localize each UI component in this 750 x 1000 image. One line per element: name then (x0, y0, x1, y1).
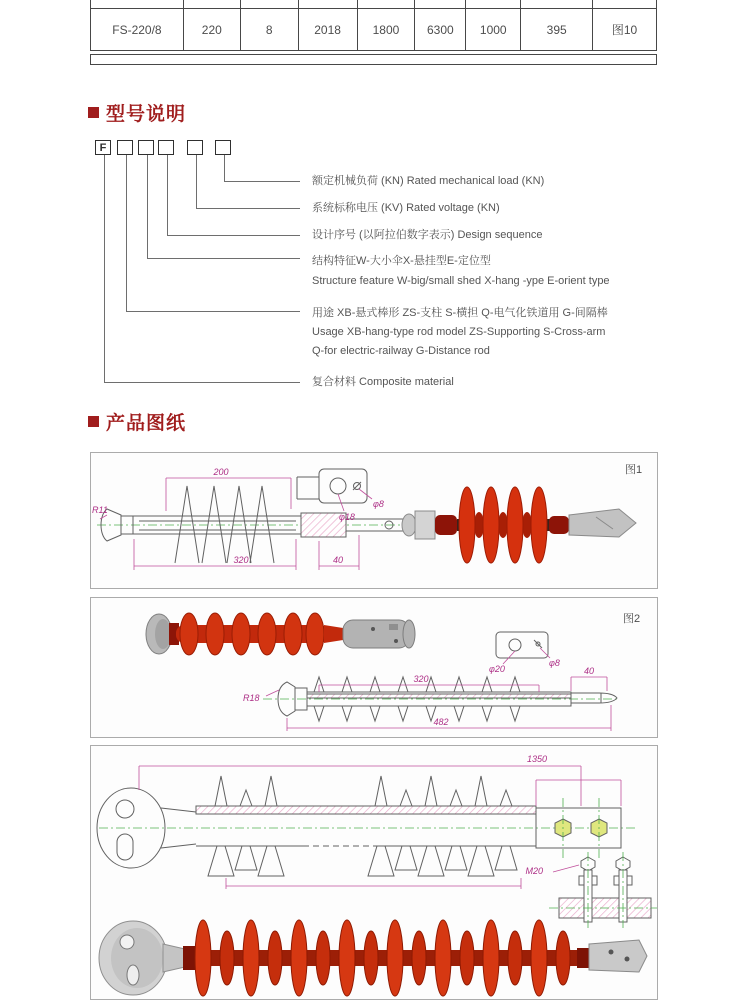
model-code-box (187, 140, 203, 155)
table-cell (184, 0, 241, 9)
dim-label-bottom: 482 (433, 717, 449, 727)
figure-tag: 图1 (625, 464, 643, 476)
spec-table (90, 0, 657, 65)
red-square-bullet-icon (88, 107, 99, 118)
figure-tag: 图2 (623, 613, 641, 625)
technical-drawing (278, 632, 617, 721)
table-cell: 1000 (466, 9, 521, 51)
model-item-label-line: Structure feature W-big/small shed X-hang -ype E-orient type (312, 275, 610, 287)
dim-label-right: 40 (583, 666, 595, 676)
dim-label-radius: R11 (92, 505, 108, 515)
section-title: 型号说明 (106, 104, 187, 125)
connector-line (126, 311, 300, 312)
figure-2-drawing (91, 598, 657, 737)
figure-1-box (90, 452, 658, 589)
figure-2-box (90, 597, 658, 738)
table-cell: 2018 (299, 9, 358, 51)
table-cell (466, 0, 521, 9)
table-cell (299, 0, 358, 9)
figure-3-drawing (91, 746, 657, 999)
table-cell: 8 (241, 9, 299, 51)
red-square-bullet-icon (88, 416, 99, 427)
figure-1-drawing (91, 453, 657, 588)
dim-label-top: 320 (413, 674, 429, 684)
dim-label-bottom: 320 (233, 555, 249, 565)
connector-line (126, 155, 127, 311)
model-code-box (138, 140, 154, 155)
table-cell: 395 (521, 9, 593, 51)
table-row-partial (90, 0, 657, 9)
model-item-label (312, 304, 742, 361)
table-cell (358, 0, 416, 9)
dim-label-hole-small: φ8 (373, 499, 384, 509)
model-item-label-line: Q-for electric-railway G-Distance rod (312, 345, 490, 357)
table-cell (415, 0, 466, 9)
model-code-box (117, 140, 133, 155)
connector-line (224, 155, 225, 181)
connector-line (104, 382, 300, 383)
model-code-box (158, 140, 174, 155)
table-row-empty (90, 54, 657, 65)
model-item-label: 设计序号 (以阿拉伯数字表示) Design sequence (312, 229, 543, 241)
dim-label-hole-big: φ18 (339, 512, 355, 522)
model-item-label-line: Usage XB-hang-type rod model ZS-Supporting S-Cross-arm (312, 326, 606, 338)
section-title: 产品图纸 (106, 413, 187, 434)
model-item-label: 复合材料 Composite material (312, 376, 454, 388)
model-code-diagram (0, 140, 750, 398)
dim-label-top: 200 (213, 467, 229, 477)
model-item-label: 额定机械负荷 (KN) Rated mechanical load (KN) (312, 175, 545, 187)
connector-line (104, 155, 105, 382)
insulator-photo (402, 487, 636, 563)
connector-line (147, 155, 148, 258)
dim-label-radius: R18 (243, 693, 260, 703)
model-item-label-line: 用途 XB-悬式棒形 ZS-支柱 S-横担 Q-电气化铁道用 G-间隔棒 (312, 307, 608, 319)
connector-line (196, 208, 300, 209)
table-cell (241, 0, 299, 9)
connector-line (224, 181, 300, 182)
connector-line (167, 235, 300, 236)
model-item-label (312, 251, 742, 291)
model-item-label-line: 结构特征W-大小伞X-悬挂型E-定位型 (312, 255, 491, 267)
connector-line (147, 258, 300, 259)
dim-label-right: 40 (332, 555, 344, 565)
section-header-drawings (88, 408, 186, 435)
insulator-photo (146, 613, 415, 655)
section-header-model (88, 99, 186, 126)
table-row (90, 9, 657, 51)
dimension-lines (139, 766, 621, 889)
model-code-box (215, 140, 231, 155)
connector-line (167, 155, 168, 235)
table-cell: 6300 (415, 9, 466, 51)
table-cell-model: FS-220/8 (91, 9, 184, 51)
insulator-photo (99, 920, 647, 996)
table-cell (521, 0, 593, 9)
dim-label-hole-small: φ8 (549, 658, 560, 668)
table-cell: 1800 (358, 9, 416, 51)
connector-line (196, 155, 197, 208)
dim-label-bolt: M20 (525, 866, 543, 876)
dim-label-top: 1350 (526, 754, 548, 764)
table-cell (593, 0, 657, 9)
technical-drawing (101, 469, 424, 563)
figure-3-box (90, 745, 658, 1000)
table-cell: 220 (184, 9, 241, 51)
model-code-box-f: F (95, 140, 111, 155)
technical-drawing (97, 776, 651, 922)
model-item-label: 系统标称电压 (KV) Rated voltage (KN) (312, 202, 500, 214)
table-cell-figure-ref: 图10 (593, 9, 657, 51)
table-cell (91, 0, 184, 9)
dim-label-hole-big: φ20 (489, 664, 505, 674)
